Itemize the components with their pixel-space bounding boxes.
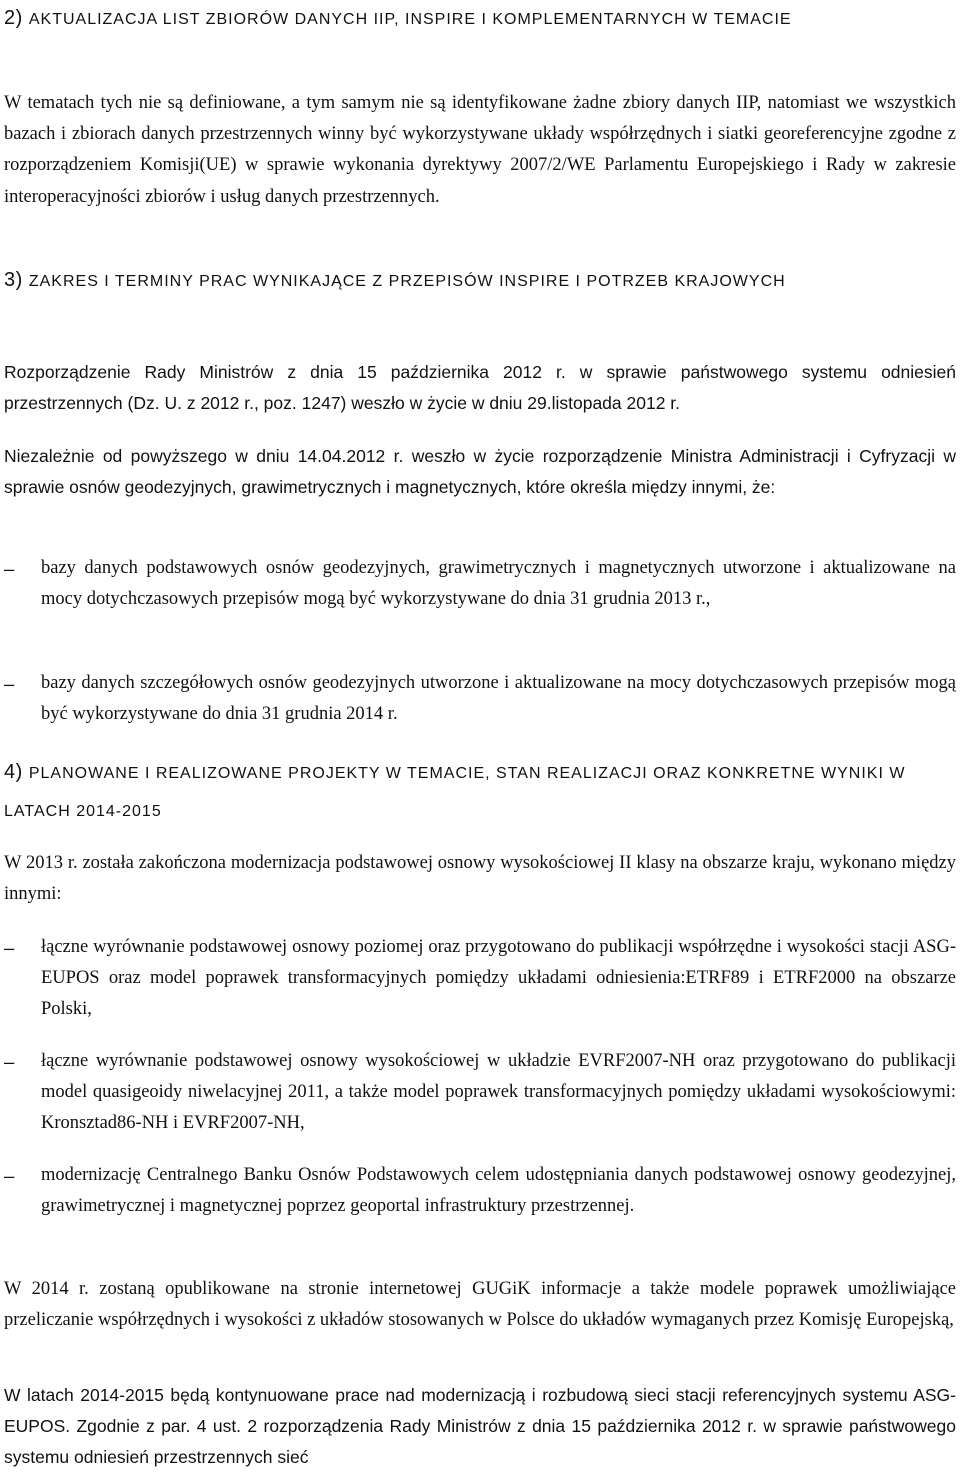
section-3-number: 3) <box>4 269 29 291</box>
section-3-paragraph-2-text: Niezależnie od powyższego w dniu 14.04.2012 r. weszło w życie rozporządzenie Ministra Administracji i Cyfryzacji w sprawie osnów geodezyjnych, grawimetrycznych i magnetycznych, które określa między innymi, że: <box>4 446 956 498</box>
section-4-paragraph-2: W 2014 r. zostaną opublikowane na stronie internetowej GUGiK informacje a także modele poprawek umożliwiające przeliczanie współrzędnych i wysokości z układów stosowanych w Polsce do układów wymaganych przez Komisję Europejską, <box>4 1279 956 1331</box>
dash-bullet-icon: – <box>4 1165 15 1186</box>
section-2-heading <box>4 0 956 38</box>
dash-bullet-icon: – <box>4 1051 15 1072</box>
section-4-paragraph-1: W 2013 r. została zakończona modernizacja podstawowej osnowy wysokościowej II klasy na obszarze kraju, wykonano między innymi: <box>4 853 956 905</box>
section-2-number: 2) <box>4 7 29 29</box>
dash-bullet-icon: – <box>4 937 15 958</box>
list-item-text: bazy danych szczegółowych osnów geodezyjnych utworzone i aktualizowane na mocy dotychczasowych przepisów mogą być wykorzystywane do dnia 31 grudnia 2014 r. <box>41 673 956 724</box>
section-4-heading <box>4 754 956 830</box>
section-2-paragraph: W tematach tych nie są definiowane, a tym samym nie są identyfikowane żadne zbiory danych IIP, natomiast we wszystkich bazach i zbiorach danych przestrzennych winny być wykorzystywane układy współrzędnych i siatki georeferencyjne zgodne z rozporządzeniem Komisji(UE) w sprawie wykonania dyrektywy 2007/2/WE Parlamentu Europejskiego i Rady w zakresie interoperacyjności zbiorów i usług danych przestrzennych. <box>4 93 956 207</box>
section-3-paragraph-1: Rozporządzenie Rady Ministrów z dnia 15 października 2012 r. w sprawie państwowego systemu odniesień przestrzennych (Dz. U. z 2012 r., poz. 1247) weszło w życie w dniu 29.listopada 2012 r. <box>4 362 956 414</box>
dash-bullet-icon: – <box>4 673 15 694</box>
list-item-text: łączne wyrównanie podstawowej osnowy poziomej oraz przygotowano do publikacji współrzędne i wysokości stacji ASG-EUPOS oraz model poprawek transformacyjnych pomiędzy układami odniesienia:ETRF89 i ETRF2000 na obszarze Polski, <box>41 937 956 1019</box>
section-3-paragraph-2 <box>4 441 956 503</box>
section-3-title: ZAKRES I TERMINY PRAC WYNIKAJĄCE Z PRZEPISÓW INSPIRE I POTRZEB KRAJOWYCH <box>28 273 786 290</box>
list-item-text: bazy danych podstawowych osnów geodezyjnych, grawimetrycznych i magnetycznych utworzone i aktualizowane na mocy dotychczasowych przepisów mogą być wykorzystywane do dnia 31 grudnia 2013 r., <box>41 558 956 609</box>
list-item <box>4 1160 956 1222</box>
list-item <box>4 1046 956 1139</box>
section-4-title: PLANOWANE I REALIZOWANE PROJEKTY W TEMACIE, STAN REALIZACJI ORAZ KONKRETNE WYNIKI W LATACH 2014-2015 <box>4 765 906 820</box>
dash-bullet-icon: – <box>4 558 15 579</box>
section-2-title: AKTUALIZACJA LIST ZBIORÓW DANYCH IIP, INSPIRE I KOMPLEMENTARNYCH W TEMACIE <box>28 11 792 28</box>
list-item <box>4 553 956 615</box>
list-item <box>4 668 956 730</box>
list-item-text: modernizację Centralnego Banku Osnów Podstawowych celem udostępniania danych podstawowej osnowy geodezyjnej, grawimetrycznej i magnetycznej poprzez geoportal infrastruktury przestrzennej. <box>41 1165 956 1216</box>
section-4-number: 4) <box>4 761 29 783</box>
section-4-paragraph-3: W latach 2014-2015 będą kontynuowane prace nad modernizacją i rozbudową sieci stacji referencyjnych systemu ASG-EUPOS. Zgodnie z par. 4 ust. 2 rozporządzenia Rady Ministrów z dnia 15 października 2012 r. w sprawie państwowego systemu odniesień przestrzennych sieć <box>4 1385 956 1468</box>
list-item-text: łączne wyrównanie podstawowej osnowy wysokościowej w układzie EVRF2007-NH oraz przygotowano do publikacji model quasigeoidy niwelacyjnej 2011, a także model poprawek transformacyjnych pomiędzy układami wysokościowymi: Kronsztad86-NH i EVRF2007-NH, <box>41 1051 956 1133</box>
list-item <box>4 932 956 1025</box>
section-3-heading <box>4 262 956 300</box>
